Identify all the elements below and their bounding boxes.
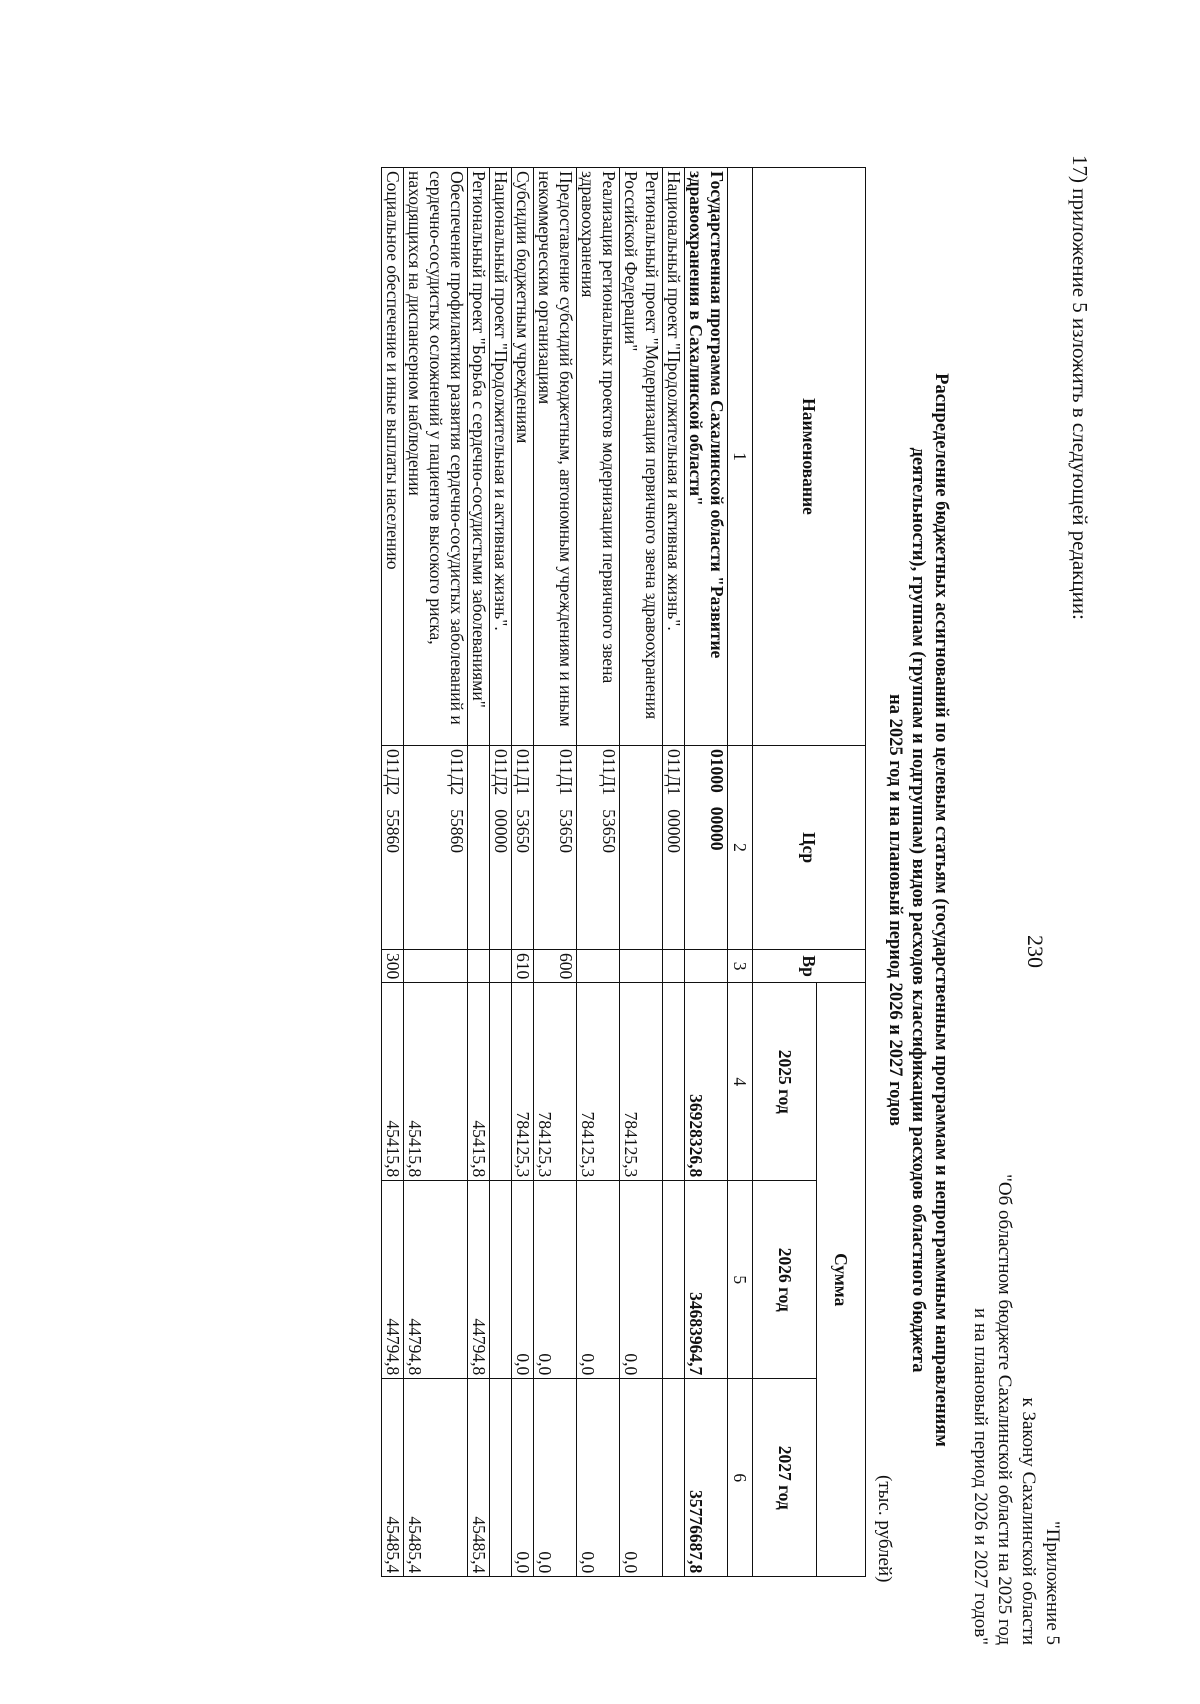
row-sum-2026: 44794,8 [404,1181,468,1379]
row-name: Реализация региональных проектов модернизации первичного звена здравоохранения [577,168,620,746]
row-csr-suffix: 53650 [513,809,533,854]
row-csr-prefix: 011Д2 [383,749,403,796]
row-sum-2025: 784125,3 [577,983,620,1181]
row-sum-2027: 0,0 [620,1379,663,1577]
row-sum-2026: 0,0 [620,1181,663,1379]
row-vr: 610 [512,950,534,983]
header-csr: Цср [753,746,866,950]
table-row [663,168,685,1577]
row-sum-2025: 36928326,8 [685,983,728,1181]
row-sum-2027 [663,1379,685,1577]
row-csr [620,746,663,950]
row-vr: 600 [534,950,577,983]
row-sum-2027: 0,0 [534,1379,577,1577]
row-csr [468,746,490,950]
row-vr [620,950,663,983]
row-name: Обеспечение профилактики развития сердечно-сосудистых заболеваний и сердечно-сосудистых осложнений у пациентов высокого риска, находящихся на диспансерном наблюдении [404,168,468,746]
row-sum-2025 [663,983,685,1181]
row-csr-suffix: 00000 [491,809,511,854]
row-vr: 300 [382,950,404,983]
row-csr [685,746,728,950]
row-csr-prefix: 011Д1 [599,749,619,796]
budget-table [381,167,866,1577]
row-name: Национальный проект "Продолжительная и активная жизнь". [490,168,512,746]
table-row [490,168,512,1577]
appendix-line: "Приложение 5 [1042,1521,1063,1645]
header-2027: 2027 год [753,1379,817,1577]
row-sum-2027: 0,0 [577,1379,620,1577]
col-number: 5 [728,1181,753,1379]
col-number: 6 [728,1379,753,1577]
title-line: Распределение бюджетных ассигнований по целевым статьям (государственным программам и непрограммным направлениям [931,373,951,1447]
row-vr [663,950,685,983]
row-sum-2025: 45415,8 [468,983,490,1181]
row-csr [404,746,468,950]
row-sum-2025: 784125,3 [534,983,577,1181]
row-csr-suffix: 53650 [599,809,619,854]
row-csr-prefix: 011Д2 [491,749,511,796]
row-sum-2026: 44794,8 [382,1181,404,1379]
row-sum-2026 [663,1181,685,1379]
col-number: 3 [728,950,753,983]
row-csr-suffix: 55860 [383,809,403,854]
row-sum-2027 [490,1379,512,1577]
row-vr [685,950,728,983]
title-line: на 2025 год и на плановый период 2026 и 2027 годов [885,694,905,1126]
header-row [817,168,866,1577]
row-sum-2026: 0,0 [534,1181,577,1379]
header-sum: Сумма [817,983,866,1577]
row-name: Региональный проект "Модернизация первичного звена здравоохранения Российской Федерации" [620,168,663,746]
row-name: Региональный проект "Борьба с сердечно-сосудистыми заболеваниями" [468,168,490,746]
table-row [534,168,577,1577]
row-sum-2025: 45415,8 [404,983,468,1181]
row-csr [512,746,534,950]
row-sum-2026: 0,0 [577,1181,620,1379]
table-row [577,168,620,1577]
row-sum-2026: 0,0 [512,1181,534,1379]
row-name: Субсидии бюджетным учреждениям [512,168,534,746]
row-sum-2025 [490,983,512,1181]
title-line: деятельности), группам (группам и подгруппам) видов расходов классификации расходов областного бюджета [908,447,928,1373]
row-name: Социальное обеспечение и иные выплаты населению [382,168,404,746]
row-name: Национальный проект "Продолжительная и активная жизнь". [663,168,685,746]
table-row [512,168,534,1577]
document-title [883,215,952,1605]
row-sum-2027: 45485,4 [382,1379,404,1577]
row-csr [534,746,577,950]
row-csr-prefix: 011Д1 [556,749,576,796]
row-csr-prefix: 011Д2 [447,749,467,796]
row-sum-2026 [490,1181,512,1379]
header-vr: Вр [753,950,866,983]
col-number: 2 [728,746,753,950]
document-page [20,145,1100,1649]
header-name: Наименование [753,168,866,746]
col-number: 1 [728,168,753,746]
row-sum-2025: 45415,8 [382,983,404,1181]
row-name: Предоставление субсидий бюджетным, автономным учреждениям и иным некоммерческим организациям [534,168,577,746]
row-csr [577,746,620,950]
row-csr [663,746,685,950]
appendix-line: и на плановый период 2026 и 2027 годов" [970,1308,991,1645]
row-csr-prefix: 011Д1 [513,749,533,796]
units-label: (тыс. рублей) [874,1475,895,1583]
row-csr [382,746,404,950]
row-vr [404,950,468,983]
table-row [468,168,490,1577]
table-row [382,168,404,1577]
row-sum-2027: 45485,4 [404,1379,468,1577]
header-2026: 2026 год [753,1181,817,1379]
row-sum-2026: 34683964,7 [685,1181,728,1379]
table-row [685,168,728,1577]
row-csr-suffix: 00000 [707,806,727,851]
row-sum-2026: 44794,8 [468,1181,490,1379]
intro-text: 17) приложение 5 изложить в следующей редакции: [1068,155,1092,620]
row-name: Государственная программа Сахалинской области "Развитие здравоохранения в Сахалинской области" [685,168,728,746]
col-number: 4 [728,983,753,1181]
row-vr [468,950,490,983]
header-2025: 2025 год [753,983,817,1181]
row-vr [490,950,512,983]
table-row [404,168,468,1577]
row-csr-suffix: 00000 [664,809,684,854]
row-sum-2027: 45485,4 [468,1379,490,1577]
table-row [620,168,663,1577]
row-csr-prefix: 011Д1 [664,749,684,796]
row-csr-suffix: 55860 [447,809,467,854]
row-csr-suffix: 53650 [556,809,576,854]
row-sum-2027: 0,0 [512,1379,534,1577]
column-number-row [728,168,753,1577]
row-sum-2027: 35776687,8 [685,1379,728,1577]
appendix-line: "Об областном бюджете Сахалинской области на 2025 год [994,1174,1015,1645]
row-sum-2025: 784125,3 [620,983,663,1181]
appendix-line: к Закону Сахалинской области [1018,1397,1039,1645]
row-sum-2025: 784125,3 [512,983,534,1181]
row-vr [577,950,620,983]
row-csr [490,746,512,950]
appendix-header [968,1085,1064,1645]
row-csr-prefix: 01000 [707,749,727,793]
page-number: 230 [1023,935,1048,968]
